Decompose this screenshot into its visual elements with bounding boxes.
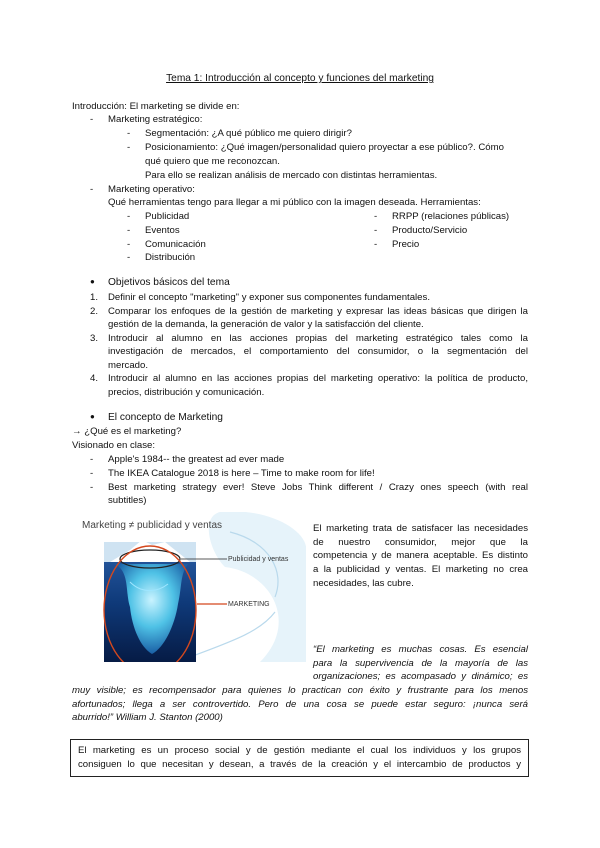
list-item: Segmentación: ¿A qué público me quiero dirigir? [145,128,352,139]
bullet-dash: - [127,252,131,263]
tool-item: Precio [392,239,420,250]
list-item: Para ello se realizan análisis de mercado con distintas herramientas. [145,170,438,181]
side-text-line: competencia y de manera aceptable. Es distinto [313,550,528,561]
definition-box [70,739,529,777]
iceberg-figure [70,512,306,662]
intro-line: Introducción: El marketing se divide en: [72,101,240,112]
quote-line: aburrido!” William J. Stanton (2000) [72,712,223,723]
concepto-question: → ¿Qué es el marketing? [72,426,182,437]
page-title: Tema 1: Introducción al concepto y funciones del marketing [166,73,434,84]
tool-item: Distribución [145,252,196,263]
bullet-dash: - [90,454,94,465]
side-text-line: necesidades, las cubre. [313,578,414,589]
figure-label-bottom: MARKETING [228,601,270,608]
tool-item: Producto/Servicio [392,225,468,236]
bullet-dash: - [374,211,378,222]
objetivo-line: investigación de mercados, el comportamiento del consumidor, o la segmentación del [108,346,528,357]
bullet-dash: - [90,482,94,493]
quote-line: para la supervivencia de la mayoría de las [313,658,528,669]
bullet-dash: - [127,239,131,250]
bullet-dot: ● [90,277,95,286]
quote-line: afortunados; llega a ser controvertido. Pero de una cosa se puede estar seguro: ¡nunca será [72,699,528,710]
video-link[interactable]: Apple's 1984-- the greatest ad ever made [108,454,285,465]
bullet-dash: - [127,128,131,139]
bullet-dash: - [374,239,378,250]
bullet-dash: - [127,142,131,153]
figure-title: Marketing ≠ publicidad y ventas [82,520,223,531]
list-item: qué quiero que me reconozcan. [145,156,280,167]
tool-item: Comunicación [145,239,206,250]
quote-line: “El marketing es muchas cosas. Es esencial [313,644,528,655]
definition-line: El marketing es un proceso social y de gestión mediante el cual los individuos y los grupos [78,745,521,756]
bullet-dash: - [90,468,94,479]
list-item: Posicionamiento: ¿Qué imagen/personalidad quiero proyectar a ese público?. Cómo [145,142,504,153]
video-link[interactable]: The IKEA Catalogue 2018 is here – Time to make room for life! [108,468,375,479]
video-link[interactable]: Best marketing strategy ever! Steve Jobs Think different / Crazy ones speech (with real [108,482,528,493]
definition-line: consiguen lo que necesitan y desean, a través de la creación y el intercambio de productos y [78,759,521,770]
visionado-label: Visionado en clase: [72,440,156,451]
side-text-line: de nuestro consumidor, mejor que la [313,537,528,548]
tool-item: RRPP (relaciones públicas) [392,211,510,222]
number: 3. [90,333,99,344]
quote-line: organizaciones; es acompasado y dinámico; es [313,671,528,682]
objetivo-line: Introducir al alumno en las acciones propias del marketing operativo: la política de producto, [108,373,528,384]
quote-line: muy visible; es recompensador para quienes lo practican con éxito y frustrante para los menos [72,685,528,696]
objetivo-line: mercado. [108,360,148,371]
iceberg-illustration [70,512,306,662]
side-text-line: a la publicidad y ventas. El marketing no crea [313,564,528,575]
concepto-heading: El concepto de Marketing [108,412,223,423]
bullet-dash: - [374,225,378,236]
bullet-dash: - [127,211,131,222]
estrategico-label: Marketing estratégico: [108,114,203,125]
bullet-dot: ● [90,412,95,421]
objetivo-line: gestión de la demanda, la generación de valor y la satisfacción del cliente. [108,319,424,330]
objetivo-line: Introducir al alumno en las acciones propias del marketing estratégico tales como la [108,333,528,344]
operativo-label: Marketing operativo: [108,184,195,195]
number: 1. [90,292,99,303]
tool-item: Eventos [145,225,180,236]
operativo-desc: Qué herramientas tengo para llegar a mi público con la imagen deseada. Herramientas: [108,197,481,208]
number: 2. [90,306,99,317]
objetivo-line: Definir el concepto "marketing" y exponer sus componentes fundamentales. [108,292,430,303]
objetivo-line: Comparar los enfoques de la gestión de marketing y expresar las ideas básicas que dirigen la [108,306,528,317]
number: 4. [90,373,99,384]
bullet-dash: - [90,184,94,195]
figure-label-top: Publicidad y ventas [228,556,289,563]
objetivo-line: precios, distribución y comunicación. [108,387,265,398]
side-text-line: El marketing trata de satisfacer las necesidades [313,523,528,534]
objetivos-heading: Objetivos básicos del tema [108,277,230,288]
bullet-dash: - [90,114,94,125]
bullet-dash: - [127,225,131,236]
tool-item: Publicidad [145,211,190,222]
video-link[interactable]: subtitles) [108,495,147,506]
